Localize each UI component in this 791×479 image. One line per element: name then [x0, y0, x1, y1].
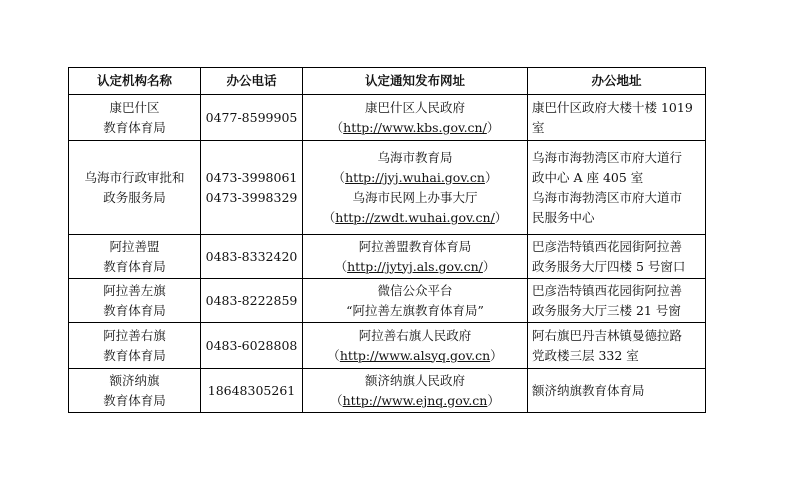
institution-name-cell: [69, 95, 201, 141]
website-title: 微信公众平台: [377, 282, 453, 298]
address-line: 康巴什区政府大楼十楼 1019: [532, 99, 693, 115]
header-phone: 办公电话: [201, 68, 303, 95]
institution-name-cell: [69, 141, 201, 235]
phone-cell: [201, 141, 303, 235]
address-cell: [528, 323, 706, 369]
address-cell: [528, 95, 706, 141]
website-title: 阿拉善右旗人民政府: [358, 327, 472, 343]
paren-close: ）: [494, 209, 508, 225]
address-line: 政中心 A 座 405 室: [532, 169, 644, 185]
website-title: 乌海市教育局: [377, 149, 453, 165]
institution-name-line: 康巴什区: [109, 99, 160, 115]
paren-open: （: [332, 169, 346, 185]
institution-name-line: 教育体育局: [103, 258, 166, 274]
paren-open: （: [322, 209, 336, 225]
website-url-link[interactable]: http://www.kbs.gov.cn/: [343, 119, 487, 135]
institution-name-line: 阿拉善左旗: [103, 282, 166, 298]
website-link-line: [307, 168, 523, 188]
address-line: 巴彦浩特镇西花园街阿拉善: [532, 282, 683, 298]
website-title: 康巴什区人民政府: [364, 99, 465, 115]
website-cell: [303, 95, 528, 141]
institution-name-line: 教育体育局: [103, 392, 166, 408]
institution-name-cell: [69, 279, 201, 323]
institution-name-line: 教育体育局: [103, 347, 166, 363]
website-link-line: [307, 346, 523, 366]
institution-name-line: 教育体育局: [103, 119, 166, 135]
website-url-link[interactable]: http://jytyj.als.gov.cn/: [347, 258, 483, 274]
website-url-link[interactable]: http://www.alsyq.gov.cn: [339, 347, 491, 363]
website-url-link[interactable]: http://www.ejnq.gov.cn: [342, 392, 488, 408]
website-link-line: [307, 257, 523, 277]
phone-cell: [201, 95, 303, 141]
paren-open: （: [330, 392, 343, 408]
paren-close: ）: [484, 169, 498, 185]
phone-cell: [201, 235, 303, 279]
phone-cell: [201, 323, 303, 369]
website-cell: [303, 369, 528, 413]
paren-open: （: [334, 258, 348, 274]
website-link-line: [307, 118, 523, 138]
header-address: 办公地址: [528, 68, 706, 95]
phone-number: 0483-6028808: [205, 337, 298, 353]
address-line: 政务服务大厅三楼 21 号窗: [532, 302, 681, 318]
institution-name-line: 教育体育局: [103, 302, 166, 318]
website-cell: [303, 235, 528, 279]
paren-open: （: [327, 347, 340, 363]
phone-cell: [201, 279, 303, 323]
institution-name-line: 阿拉善盟: [109, 238, 160, 254]
institution-name-cell: [69, 369, 201, 413]
institution-name-cell: [69, 235, 201, 279]
address-line: 乌海市海勃湾区市府大道市: [532, 189, 683, 205]
address-line: 政务服务大厅四楼 5 号窗口: [532, 258, 686, 274]
table-row: [69, 235, 706, 279]
website-link-line: [307, 391, 523, 411]
table-row: [69, 279, 706, 323]
paren-close: ）: [487, 392, 500, 408]
website-url-link[interactable]: http://jyj.wuhai.gov.cn: [345, 169, 485, 185]
header-name: 认定机构名称: [69, 68, 201, 95]
phone-number: 0473-3998061: [205, 169, 298, 185]
website-link-line: [307, 301, 523, 321]
phone-number: 0477-8599905: [205, 109, 298, 125]
phone-number: 0483-8332420: [205, 248, 298, 264]
website-cell: [303, 279, 528, 323]
table-row: [69, 323, 706, 369]
website-title: 阿拉善盟教育体育局: [358, 238, 472, 254]
address-cell: [528, 369, 706, 413]
phone-number: 18648305261: [207, 382, 296, 398]
wechat-account-name: “阿拉善左旗教育体育局”: [346, 302, 484, 318]
address-line: 巴彦浩特镇西花园街阿拉善: [532, 238, 683, 254]
address-cell: [528, 279, 706, 323]
paren-close: ）: [490, 347, 503, 363]
address-cell: [528, 141, 706, 235]
address-line: 乌海市海勃湾区市府大道行: [532, 149, 683, 165]
phone-number: 0473-3998329: [205, 189, 298, 205]
table-body: [69, 95, 706, 413]
paren-close: ）: [482, 258, 496, 274]
address-line: 室: [532, 119, 545, 135]
address-line: 党政楼三层 332 室: [532, 347, 639, 363]
address-line: 阿右旗巴丹吉林镇曼德拉路: [532, 327, 683, 343]
institution-name-line: 阿拉善右旗: [103, 327, 166, 343]
header-row: [69, 68, 706, 95]
table-row: [69, 95, 706, 141]
website-title: 额济纳旗人民政府: [364, 372, 465, 388]
phone-cell: [201, 369, 303, 413]
address-line: 额济纳旗教育体育局: [532, 382, 645, 398]
table-row: [69, 141, 706, 235]
website-link-line: [307, 208, 523, 228]
institution-name-line: 政务服务局: [103, 189, 166, 205]
address-line: 民服务中心: [532, 209, 595, 225]
header-website: 认定通知发布网址: [303, 68, 528, 95]
phone-number: 0483-8222859: [205, 292, 298, 308]
website-url-link[interactable]: http://zwdt.wuhai.gov.cn/: [335, 209, 495, 225]
website-cell: [303, 323, 528, 369]
paren-close: ）: [486, 119, 500, 135]
table-row: [69, 369, 706, 413]
website-title: 乌海市民网上办事大厅: [352, 189, 478, 205]
address-cell: [528, 235, 706, 279]
paren-open: （: [330, 119, 344, 135]
institution-name-line: 额济纳旗: [109, 372, 160, 388]
institution-name-cell: [69, 323, 201, 369]
website-cell: [303, 141, 528, 235]
institution-name-line: 乌海市行政审批和: [84, 169, 185, 185]
institution-table: [68, 67, 706, 413]
